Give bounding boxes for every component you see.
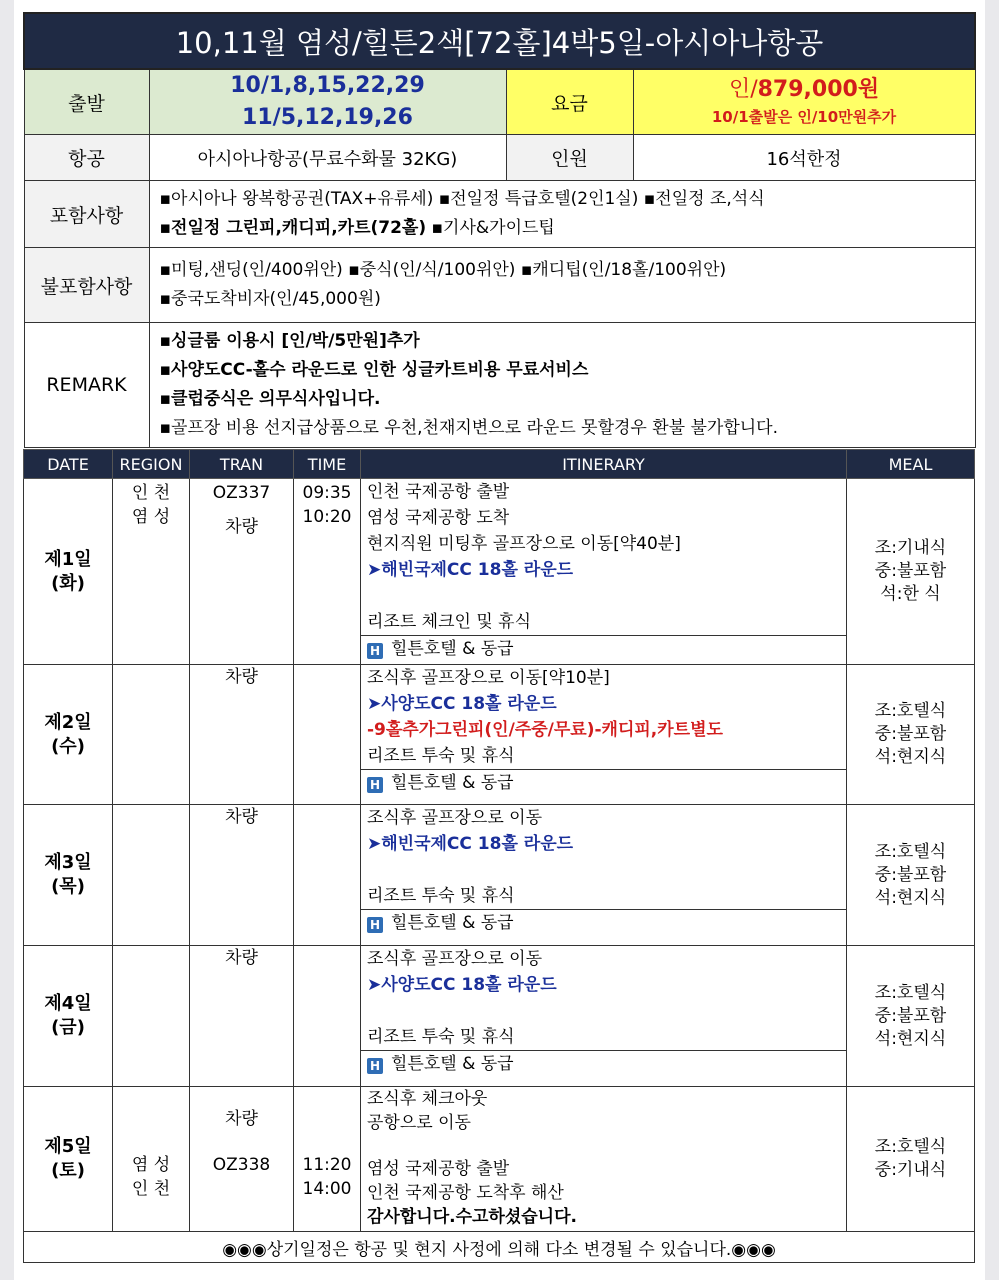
remark-line: ▪골프장 비용 선지급상품으로 우천,천재지변으로 라운드 못할경우 환불 불가합니다. <box>159 418 779 438</box>
itinerary-line: 리조트 투숙 및 휴식 <box>367 746 515 766</box>
people-label: 인원 <box>506 135 633 181</box>
hotel-icon: H <box>367 643 383 659</box>
remark-line: ▪싱글룸 이용시 [인/박/5만원]추가 <box>159 331 420 351</box>
tran-cell: 차량 <box>190 946 294 1087</box>
excludes-line: ▪중국도착비자(인/45,000원) <box>159 289 381 309</box>
region-cell <box>113 805 190 946</box>
itinerary-cell <box>361 665 847 805</box>
hotel-icon: H <box>367 917 383 933</box>
tran-cell: 차량 OZ338 <box>190 1087 294 1232</box>
time-cell: 11:20 14:00 <box>294 1087 361 1232</box>
hotel-line: H 힐튼호텔 & 동급 <box>361 1050 846 1079</box>
depart-dates-oct: 10/1,8,15,22,29 <box>230 73 425 98</box>
depart-label: 출발 <box>24 69 149 135</box>
itinerary-line: 인천 국제공항 도착후 해산 <box>367 1183 564 1203</box>
golf-round: ➤사양도CC 18홀 라운드 <box>367 975 557 995</box>
day-row <box>24 805 975 946</box>
airline-value: 아시아나항공(무료수화물 32KG) <box>149 135 506 181</box>
itinerary-cell <box>361 1087 847 1232</box>
region-cell: 인 천 염 성 <box>113 479 190 665</box>
itinerary-line: 조식후 골프장으로 이동 <box>367 949 543 969</box>
itinerary-line: 염성 국제공항 도착 <box>367 508 510 528</box>
meal-cell: 조:호텔식 중:불포함 석:현지식 <box>847 665 975 805</box>
itinerary-cell <box>361 946 847 1087</box>
day-label: 제5일 (토) <box>24 1087 113 1232</box>
day-label: 제2일 (수) <box>24 665 113 805</box>
time-cell <box>294 805 361 946</box>
itinerary-table <box>23 449 974 1263</box>
golf-round: ➤해빈국제CC 18홀 라운드 <box>367 834 574 854</box>
excludes-label: 불포함사항 <box>24 248 149 323</box>
hotel-icon: H <box>367 1058 383 1074</box>
excludes-content <box>149 248 975 323</box>
depart-dates-nov: 11/5,12,19,26 <box>242 105 413 130</box>
thanks-message: 감사합니다.수고하셨습니다. <box>367 1207 577 1227</box>
tran-cell: 차량 <box>190 805 294 946</box>
airline-label: 항공 <box>24 135 149 181</box>
hotel-icon: H <box>367 777 383 793</box>
header-date: DATE <box>24 450 113 479</box>
includes-line-rest: ▪기사&가이드팁 <box>426 218 555 238</box>
meal-cell: 조:호텔식 중:불포함 석:현지식 <box>847 946 975 1087</box>
excludes-line: ▪미팅,샌딩(인/400위안) ▪중식(인/식/100위안) ▪캐디팁(인/18홀/100위안) <box>159 260 727 280</box>
meal-cell: 조:호텔식 중:불포함 석:현지식 <box>847 805 975 946</box>
day-label: 제1일 (화) <box>24 479 113 665</box>
price-prefix: 인/ <box>728 77 758 102</box>
header-itinerary: ITINERARY <box>361 450 847 479</box>
time-cell <box>294 946 361 1087</box>
time-cell <box>294 665 361 805</box>
includes-line: ▪아시아나 왕복항공권(TAX+유류세) ▪전일정 특급호텔(2인1실) ▪전일정 조,석식 <box>159 189 765 209</box>
people-value: 16석한정 <box>633 135 975 181</box>
itinerary-cell <box>361 479 847 665</box>
itinerary-line: 리조트 체크인 및 휴식 <box>367 612 532 632</box>
document-page <box>14 0 985 1280</box>
fee-label: 요금 <box>506 69 633 135</box>
region-cell <box>113 665 190 805</box>
day-label: 제4일 (금) <box>24 946 113 1087</box>
tran-cell: OZ337 차량 <box>190 479 294 665</box>
remark-line: ▪사양도CC-홀수 라운드로 인한 싱글카트비용 무료서비스 <box>159 360 589 380</box>
hotel-line: H 힐튼호텔 & 동급 <box>361 909 846 938</box>
includes-content <box>149 181 975 248</box>
time-cell: 09:35 10:20 <box>294 479 361 665</box>
fee-value <box>633 69 975 135</box>
day-row <box>24 479 975 665</box>
day-row <box>24 665 975 805</box>
tran-cell: 차량 <box>190 665 294 805</box>
remark-line: ▪클럽중식은 의무식사입니다. <box>159 389 381 409</box>
header-region: REGION <box>113 450 190 479</box>
extra-fee-note: -9홀추가그린피(인/주중/무료)-캐디피,카트별도 <box>367 720 723 740</box>
itinerary-line: 조식후 골프장으로 이동[약10분] <box>367 668 610 688</box>
itinerary-line: 염성 국제공항 출발 <box>367 1159 510 1179</box>
meal-cell: 조:기내식 중:불포함 석:한 식 <box>847 479 975 665</box>
hotel-line: H 힐튼호텔 & 동급 <box>361 769 846 798</box>
page-title: 10,11월 염성/힐튼2색[72홀]4박5일-아시아나항공 <box>24 13 975 69</box>
itinerary-line: 공항으로 이동 <box>367 1113 471 1133</box>
itinerary-line: 리조트 투숙 및 휴식 <box>367 1027 515 1047</box>
region-cell <box>113 946 190 1087</box>
depart-dates <box>149 69 506 135</box>
golf-round: ➤사양도CC 18홀 라운드 <box>367 694 557 714</box>
header-meal: MEAL <box>847 450 975 479</box>
includes-label: 포함사항 <box>24 181 149 248</box>
price-value: 879,000원 <box>757 77 880 102</box>
includes-line-bold: ▪전일정 그린피,캐디피,카트(72홀) <box>159 218 427 238</box>
region-cell: 염 성 인 천 <box>113 1087 190 1232</box>
footer-note: ◉◉◉상기일정은 항공 및 현지 사정에 의해 다소 변경될 수 있습니다.◉◉◉ <box>24 1232 975 1263</box>
header-time: TIME <box>294 450 361 479</box>
day-row <box>24 1087 975 1232</box>
itinerary-line: 조식후 골프장으로 이동 <box>367 808 543 828</box>
itinerary-cell <box>361 805 847 946</box>
day-row <box>24 946 975 1087</box>
itinerary-line: 현지직원 미팅후 골프장으로 이동[약40분] <box>367 534 681 554</box>
remark-content <box>149 323 975 448</box>
summary-table <box>23 12 974 448</box>
golf-round: ➤해빈국제CC 18홀 라운드 <box>367 560 574 580</box>
itinerary-line: 조식후 체크아웃 <box>367 1089 488 1109</box>
day-label: 제3일 (목) <box>24 805 113 946</box>
hotel-line: H 힐튼호텔 & 동급 <box>361 635 846 664</box>
itinerary-line: 리조트 투숙 및 휴식 <box>367 886 515 906</box>
price-note: 10/1출발은 인/10만원추가 <box>711 108 897 126</box>
header-tran: TRAN <box>190 450 294 479</box>
itinerary-line: 인천 국제공항 출발 <box>367 482 510 502</box>
remark-label: REMARK <box>24 323 149 448</box>
meal-cell: 조:호텔식 중:기내식 <box>847 1087 975 1232</box>
